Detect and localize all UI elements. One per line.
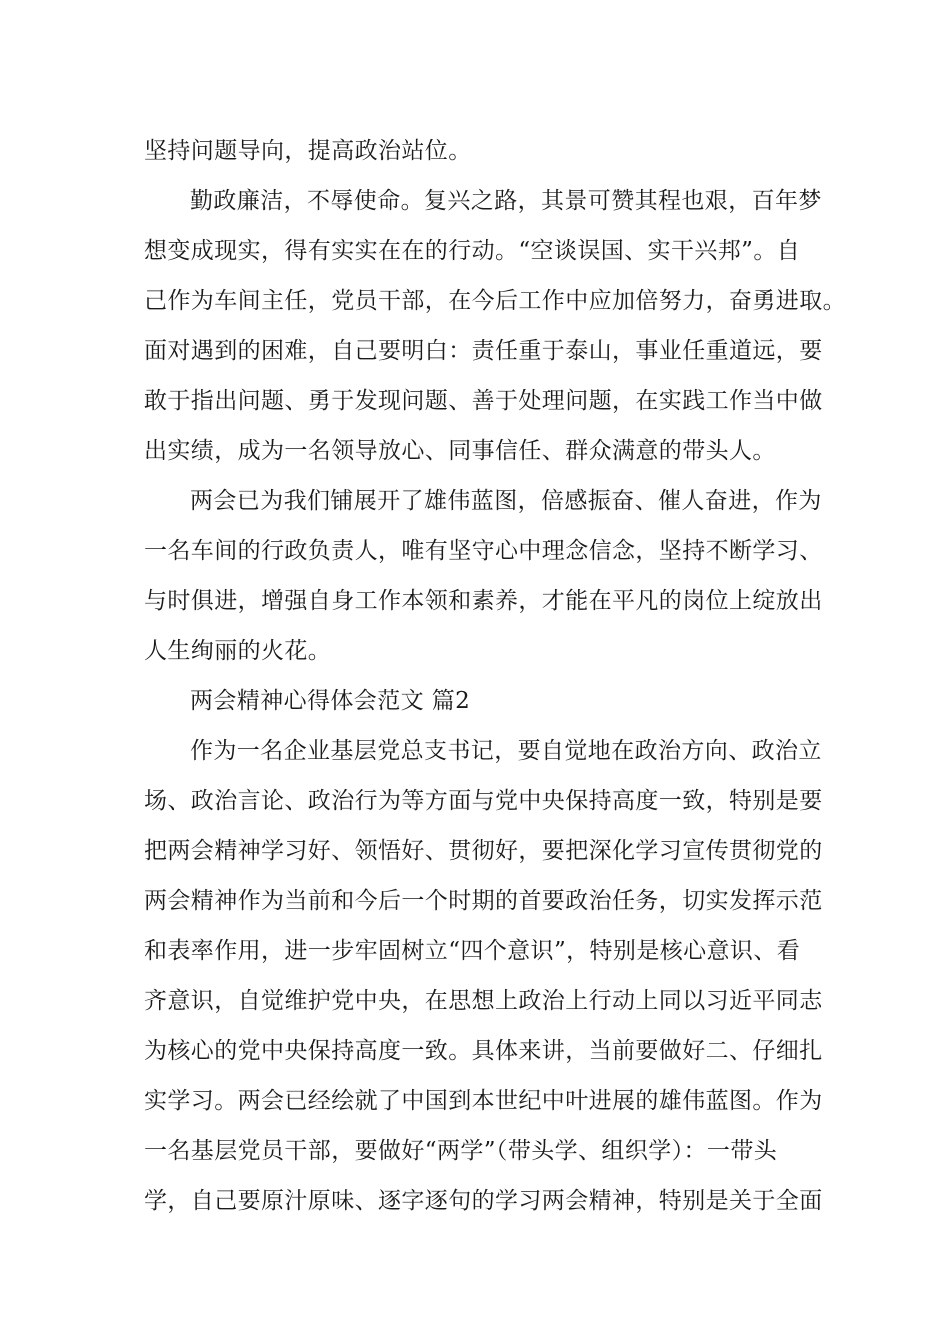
paragraph-line: 敢于指出问题、勇于发现问题、善于处理问题，在实践工作当中做 [144,388,823,414]
section-heading: 两会精神心得体会范文 篇2 [190,688,471,714]
paragraph-line: 一名车间的行政负责人，唯有坚守心中理念信念，坚持不断学习、 [144,538,823,564]
paragraph-line: 坚持问题导向，提高政治站位。 [144,138,472,164]
paragraph-line: 己作为车间主任，党员干部，在今后工作中应加倍努力，奋勇进取。 [144,288,846,314]
paragraph-line: 作为一名企业基层党总支书记，要自觉地在政治方向、政治立 [190,738,822,764]
paragraph-line: 学，自己要原汁原味、逐字逐句的学习两会精神，特别是关于全面 [144,1188,823,1214]
paragraph-line: 面对遇到的困难，自己要明白：责任重于泰山，事业任重道远，要 [144,338,823,364]
paragraph-line: 为核心的党中央保持高度一致。具体来讲，当前要做好二、仔细扎 [144,1038,823,1064]
paragraph-line: 两会精神作为当前和今后一个时期的首要政治任务，切实发挥示范 [144,888,823,914]
paragraph-line: 与时俱进，增强自身工作本领和素养，才能在平凡的岗位上绽放出 [144,588,823,614]
paragraph-line: 人生绚丽的火花。 [144,638,332,664]
paragraph-line: 两会已为我们铺展开了雄伟蓝图，倍感振奋、催人奋进，作为 [190,488,822,514]
paragraph-line: 把两会精神学习好、领悟好、贯彻好，要把深化学习宣传贯彻党的 [144,838,823,864]
paragraph-line: 出实绩，成为一名领导放心、同事信任、群众满意的带头人。 [144,438,776,464]
paragraph-line: 勤政廉洁，不辱使命。复兴之路，其景可赞其程也艰，百年梦 [190,188,822,214]
paragraph-line: 齐意识，自觉维护党中央，在思想上政治上行动上同以习近平同志 [144,988,823,1014]
paragraph-line: 实学习。两会已经绘就了中国到本世纪中叶进展的雄伟蓝图。作为 [144,1088,823,1114]
paragraph-line: 和表率作用，进一步牢固树立“四个意识”，特别是核心意识、看 [144,938,801,964]
paragraph-line: 想变成现实，得有实实在在的行动。“空谈误国、实干兴邦”。自 [144,238,801,264]
paragraph-line: 一名基层党员干部，要做好“两学”（带头学、组织学）：一带头 [144,1138,778,1164]
paragraph-line: 场、政治言论、政治行为等方面与党中央保持高度一致，特别是要 [144,788,823,814]
